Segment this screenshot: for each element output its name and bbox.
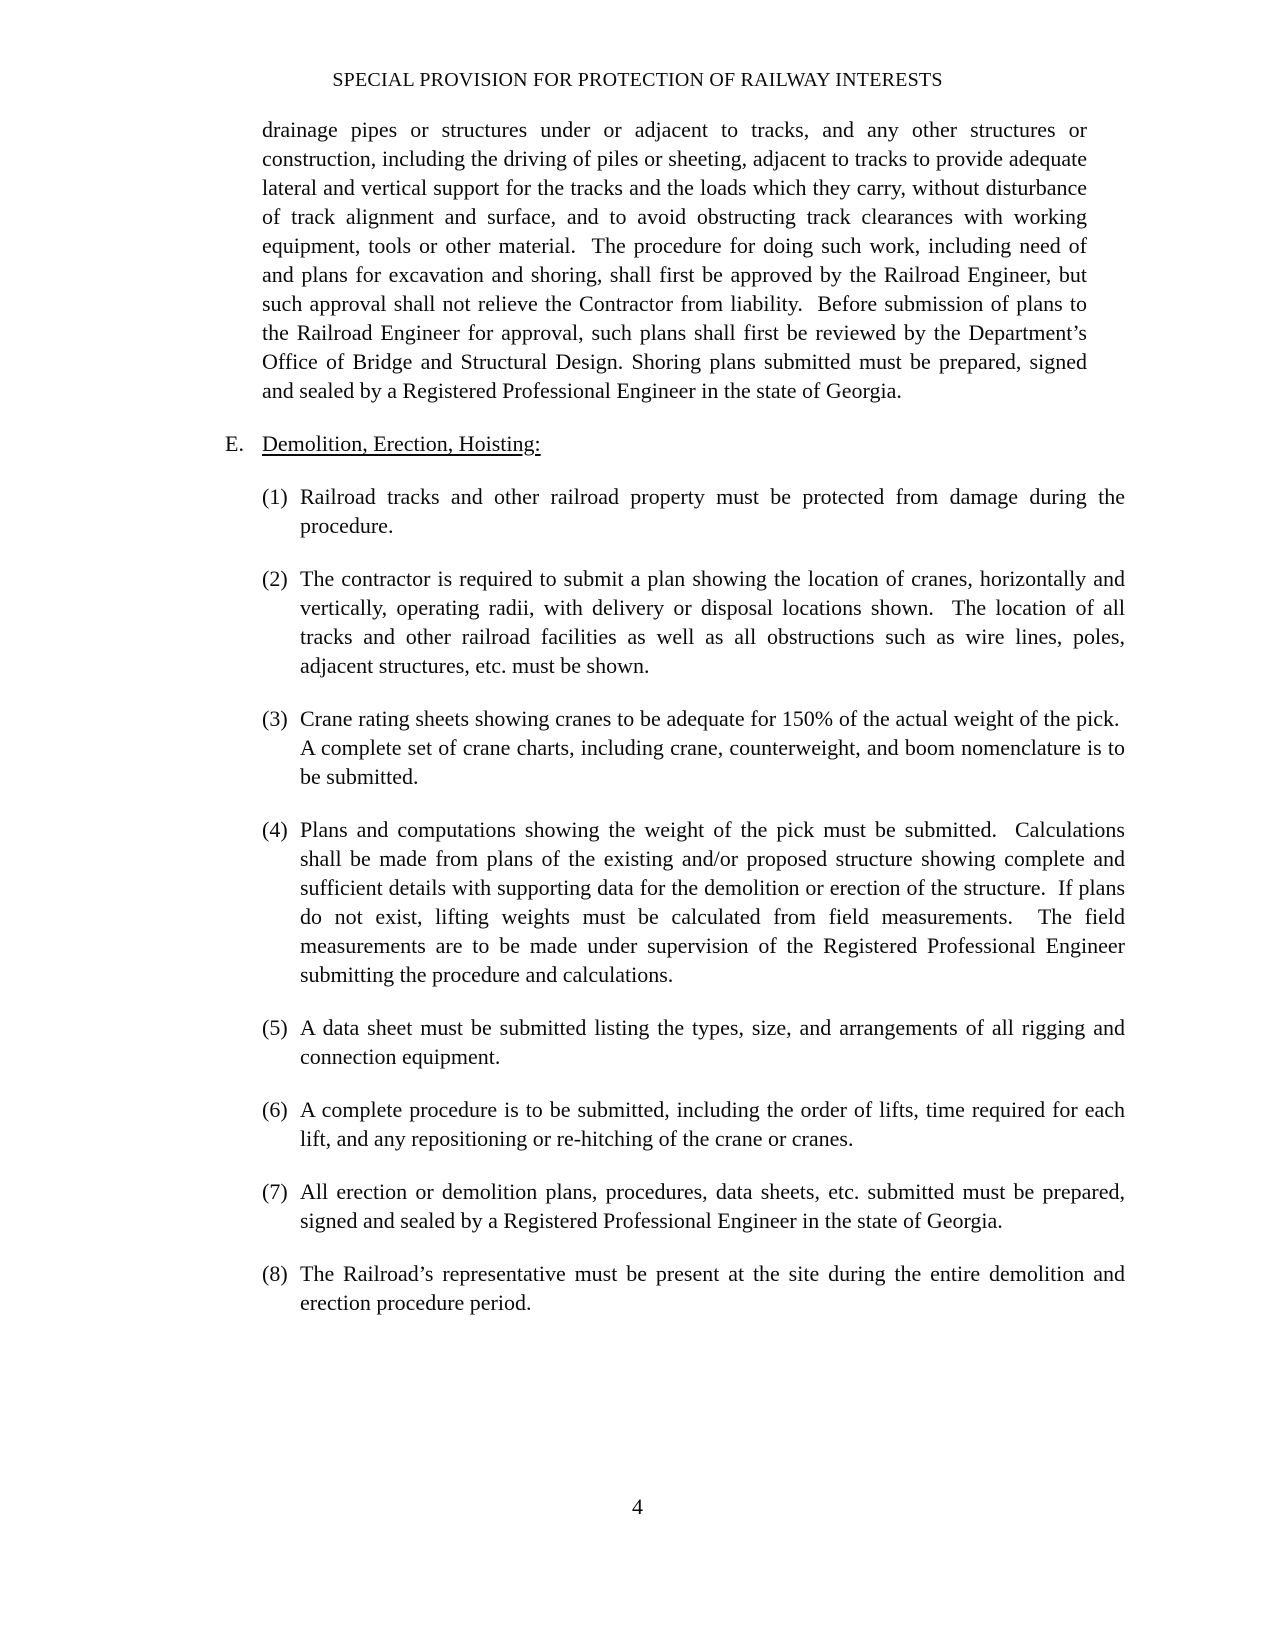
item-number: (2) (262, 566, 288, 591)
item-text: Railroad tracks and other railroad property must be protected from damage during the procedure. (300, 484, 1125, 538)
item-number: (6) (262, 1097, 288, 1122)
item-number: (7) (262, 1179, 288, 1204)
list-item (262, 564, 1125, 680)
section-title: Demolition, Erection, Hoisting: (262, 431, 541, 456)
item-text: All erection or demolition plans, procedures, data sheets, etc. submitted must be prepared, signed and sealed by a Registered Professional Engineer in the state of Georgia. (300, 1179, 1125, 1233)
document-title: SPECIAL PROVISION FOR PROTECTION OF RAILWAY INTERESTS (332, 69, 943, 91)
list-item (262, 482, 1125, 540)
item-number: (3) (262, 706, 288, 731)
section-label: E. (225, 431, 244, 456)
item-text: A complete procedure is to be submitted, including the order of lifts, time required for each lift, and any repositioning or re-hitching of the crane or cranes. (300, 1097, 1125, 1151)
list-item (262, 1177, 1125, 1235)
item-text: The contractor is required to submit a plan showing the location of cranes, horizontally and vertically, operating radii, with delivery or disposal locations shown. The location of all tracks and other railroad facilities as well as all obstructions such as wire lines, poles, adjacent structures, etc. must be shown. (300, 566, 1125, 678)
list-item (262, 1013, 1125, 1071)
intro-paragraph: drainage pipes or structures under or adjacent to tracks, and any other structures or construction, including the driving of piles or sheeting, adjacent to tracks to provide adequate lateral and vertical support for the tracks and the loads which they carry, without disturbance of track alignment and surface, and to avoid obstructing track clearances with working equipment, tools or other material. The procedure for doing such work, including need of and plans for excavation and shoring, shall first be approved by the Railroad Engineer, but such approval shall not relieve the Contractor from liability. Before submission of plans to the Railroad Engineer for approval, such plans shall first be reviewed by the Department’s Office of Bridge and Structural Design. Shoring plans submitted must be prepared, signed and sealed by a Registered Professional Engineer in the state of Georgia. (262, 117, 1087, 403)
item-text: A data sheet must be submitted listing the types, size, and arrangements of all rigging and connection equipment. (300, 1015, 1125, 1069)
section-heading (225, 429, 1275, 458)
item-number: (4) (262, 817, 288, 842)
list-item (262, 1095, 1125, 1153)
item-number: (1) (262, 484, 288, 509)
item-text: The Railroad’s representative must be present at the site during the entire demolition and erection procedure period. (300, 1261, 1125, 1315)
item-text: Plans and computations showing the weight of the pick must be submitted. Calculations shall be made from plans of the existing and/or proposed structure showing complete and sufficient details with supporting data for the demolition or erection of the structure. If plans do not exist, lifting weights must be calculated from field measurements. The field measurements are to be made under supervision of the Registered Professional Engineer submitting the procedure and calculations. (300, 817, 1125, 987)
item-number: (8) (262, 1261, 288, 1286)
list-item (262, 1259, 1125, 1317)
list-item (262, 815, 1125, 989)
item-text: Crane rating sheets showing cranes to be adequate for 150% of the actual weight of the pick. A complete set of crane charts, including crane, counterweight, and boom nomenclature is to be submitted. (300, 706, 1125, 789)
item-number: (5) (262, 1015, 288, 1040)
list-item (262, 704, 1125, 791)
page-number: 4 (632, 1494, 643, 1519)
